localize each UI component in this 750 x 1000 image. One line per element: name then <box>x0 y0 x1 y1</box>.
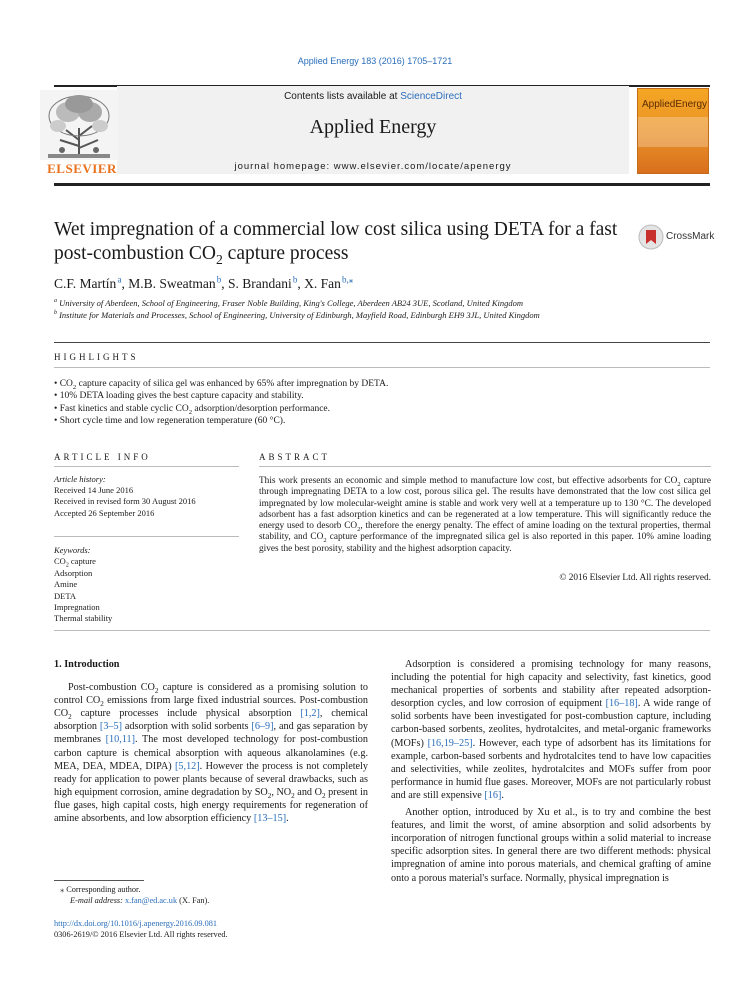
author-affiliation-mark[interactable]: b,⁎ <box>342 274 354 285</box>
citation-link[interactable]: [16,19–25] <box>427 737 473 749</box>
keyword-item: Impregnation <box>54 602 100 613</box>
author-affiliation-mark[interactable]: b <box>292 274 298 285</box>
cover-title: AppliedEnergy <box>642 99 708 110</box>
abstract-label: ABSTRACT <box>259 452 331 462</box>
journal-reference[interactable]: Applied Energy 183 (2016) 1705–1721 <box>297 56 453 66</box>
keywords-label: Keywords: <box>54 545 91 555</box>
highlights-rule <box>54 367 710 368</box>
received-date: Received 14 June 2016 <box>54 485 134 496</box>
author-name[interactable]: C.F. Martín <box>54 276 117 291</box>
revised-date: Received in revised form 30 August 2016 <box>54 496 196 507</box>
sciencedirect-link[interactable]: ScienceDirect <box>400 91 462 102</box>
author-name[interactable]: S. Brandani <box>227 276 292 291</box>
title-text: post-combustion CO <box>54 243 216 264</box>
highlight-item: • $CO_2$ capture capacity of silica gel was enhanced by 65% after impregnation by DETA. <box>54 379 389 391</box>
keyword-item: DETA <box>54 590 76 601</box>
contents-prefix: Contents lists available at <box>284 91 401 102</box>
keyword-item: Amine <box>54 579 78 590</box>
affiliation-mark: a <box>54 298 57 305</box>
journal-name: Applied Energy <box>309 116 437 138</box>
article-info-label: ARTICLE INFO <box>54 452 151 462</box>
cover-band <box>638 117 708 147</box>
article-info-rule <box>54 466 239 467</box>
highlight-item: • Fast kinetics and stable cyclic $CO_2$ adsorption/desorption performance. <box>54 403 331 416</box>
citation-link[interactable]: [16–18] <box>605 698 638 710</box>
citation-link[interactable]: [3–5] <box>99 721 122 733</box>
history-label: Article history: <box>54 474 106 484</box>
keyword-item: $CO_2$ capture <box>54 556 96 570</box>
author-affiliation-mark[interactable]: a <box>117 274 122 285</box>
affiliation-mark: b <box>54 310 57 317</box>
citation-link[interactable]: [5,12] <box>175 760 200 772</box>
footnote-rule <box>54 880 144 881</box>
citation-link[interactable]: [1,2] <box>300 708 320 720</box>
highlights-label: HIGHLIGHTS <box>54 352 139 362</box>
abstract-rule <box>259 466 711 467</box>
affiliation-text: University of Aberdeen, School of Engineering, Fraser Noble Building, King's College, Aberdeen AB24 3UE, Scotland, United Kingdom <box>59 298 523 308</box>
title-text: capture process <box>222 243 349 264</box>
affiliation-b <box>54 310 540 320</box>
author-affiliation-mark[interactable]: b <box>216 274 222 285</box>
intro-paragraph-2: Adsorption is considered a promising technology for many reasons, including the potential for high capacity and selectivity, fast kinetics, good mechanical properties of sorbents and stability after repeated adsorption-desorption cycles, and low corrosion of equipment [16–18]. A wide range of solid sorbents have been investigated for post-combustion capture, including carbon-based sorbents, zeolites, hydrotalcites, and metal-organic frameworks (MOFs) [16,19–25]. However, each type of adsorbent has its limitations for example, carbon-based sorbents and hydrotalcites tend to have low capacities and selectivities, while zeolites, hydrotalcites and MOFs suffer from poor performance in humid flue gases. Moreover, MOFs are not particularly robust and are still expensive [16]. <box>391 659 711 801</box>
title-subscript: 2 <box>215 251 223 267</box>
abstract-bottom-rule <box>54 630 710 631</box>
footnote-email-line: E-mail address: x.fan@ed.ac.uk (X. Fan). <box>70 896 210 906</box>
citation-link[interactable]: [10,11] <box>105 734 135 746</box>
abstract-copyright: © 2016 Elsevier Ltd. All rights reserved. <box>559 573 711 583</box>
body-right-column <box>391 658 711 885</box>
author-separator: , <box>221 276 228 291</box>
body-left-column <box>54 658 368 825</box>
highlights-list <box>54 378 388 427</box>
keyword-item: Adsorption <box>54 567 93 578</box>
publisher-name: ELSEVIER <box>47 161 117 176</box>
keywords <box>54 545 239 625</box>
doi-block <box>54 918 228 940</box>
keywords-rule <box>54 536 239 537</box>
author-name[interactable]: M.B. Sweatman <box>128 276 216 291</box>
accepted-date: Accepted 26 September 2016 <box>54 507 155 518</box>
header-bottom-rule <box>54 183 710 186</box>
citation-link[interactable]: [16] <box>484 789 502 801</box>
corresponding-author-footnote <box>60 884 209 906</box>
highlight-item: • 10% DETA loading gives the best capture capacity and stability. <box>54 391 304 402</box>
title-line-2 <box>54 242 634 266</box>
author-separator: , <box>297 276 305 291</box>
citation-link[interactable]: [13–15] <box>253 813 287 825</box>
abstract-text: This work presents an economic and simple method to manufacture low cost, but effective adsorbents for $CO_2$ capture through impregnating DETA to a low cost, porous silica gel. The results have demonstrated that the low cost silica gel impregnated by low molecular-weight amine is stable and work very well at a temperature up to 130 °C. The developed adsorbent has a fast adsorption kinetics and can be regenerated at a low temperature. This will significantly reduce the energy used to desorb $CO_2$, therefore the energy penalty. The effect of amine loading on the textural properties, thermal stability, and $CO_2$ capture performance of the impregnated silica gel is also reported in this paper. 10% amine loading gives the best porosity, stability and the highest adsorption capacity. <box>259 476 711 554</box>
crossmark-label: CrossMark <box>666 231 715 242</box>
author-list <box>54 276 353 292</box>
doi-link[interactable]: http://dx.doi.org/10.1016/j.apenergy.2016.09.081 <box>54 919 218 928</box>
journal-homepage[interactable]: journal homepage: www.elsevier.com/locate/apenergy <box>234 161 512 172</box>
highlights-top-rule <box>54 342 710 343</box>
journal-cover-thumbnail[interactable] <box>637 88 709 174</box>
intro-paragraph-1: Post-combustion $CO_2$ capture is considered as a promising solution to control $CO_2$ emissions from large fixed industrial sources. Post-combustion $CO_2$ capture processes include physical absorption [1,2], chemical absorption [3–5] adsorption with solid sorbents [6–9], and gas separation by membranes [10,11]. The most developed technology for post-combustion carbon capture is chemical absorption with aqueous alkanolamines (e.g. MEA, DEA, MDEA, DIPA) [5,12]. However the process is not completely ready for application to power plants because of several drawbacks, such as high equipment corrosion, amine degradation by $SO_2$, $NO_2$ and $O_2$ present in flue gases, high capital costs, high energy requirements for regeneration of amine absorbents, and low absorption efficiency [13–15]. <box>54 682 369 825</box>
crossmark-badge[interactable] <box>638 224 715 250</box>
article-history <box>54 474 239 519</box>
citation-link[interactable]: [6–9] <box>251 721 274 733</box>
issn-line: 0306-2619/© 2016 Elsevier Ltd. All rights reserved. <box>54 930 228 940</box>
author-separator: , <box>121 276 129 291</box>
intro-paragraph-3: Another option, introduced by Xu et al., is to try and combine the best features, and limit the worst, of amine absorption and solid adsorbents by incorporation of nitrogen functional groups within a solid material to increase specific adsorption sites. In general there are two different methods: physical impregnation of amine into porous materials, and chemical grafting of amine onto a porous material's surface. Normally, physical impregnation is <box>391 807 711 884</box>
author-name[interactable]: X. Fan <box>304 276 341 291</box>
keyword-item: Thermal stability <box>54 613 113 624</box>
crossmark-icon <box>638 224 664 250</box>
email-link[interactable]: x.fan@ed.ac.uk <box>125 896 178 906</box>
contents-line <box>117 91 629 102</box>
title-line-1: Wet impregnation of a commercial low cost silica using DETA for a fast <box>54 219 618 240</box>
affiliation-text: Institute for Materials and Processes, School of Engineering, University of Edinburgh, Mayfield Road, Edinburgh EH9 3JL, United Kingdom <box>59 310 540 320</box>
highlight-item: • Short cycle time and low regeneration temperature (60 °C). <box>54 415 286 426</box>
article-title <box>54 218 634 266</box>
section-heading: 1. Introduction <box>54 659 120 670</box>
affiliation-a <box>54 298 523 308</box>
footnote-line: ⁎ Corresponding author. <box>60 885 141 894</box>
